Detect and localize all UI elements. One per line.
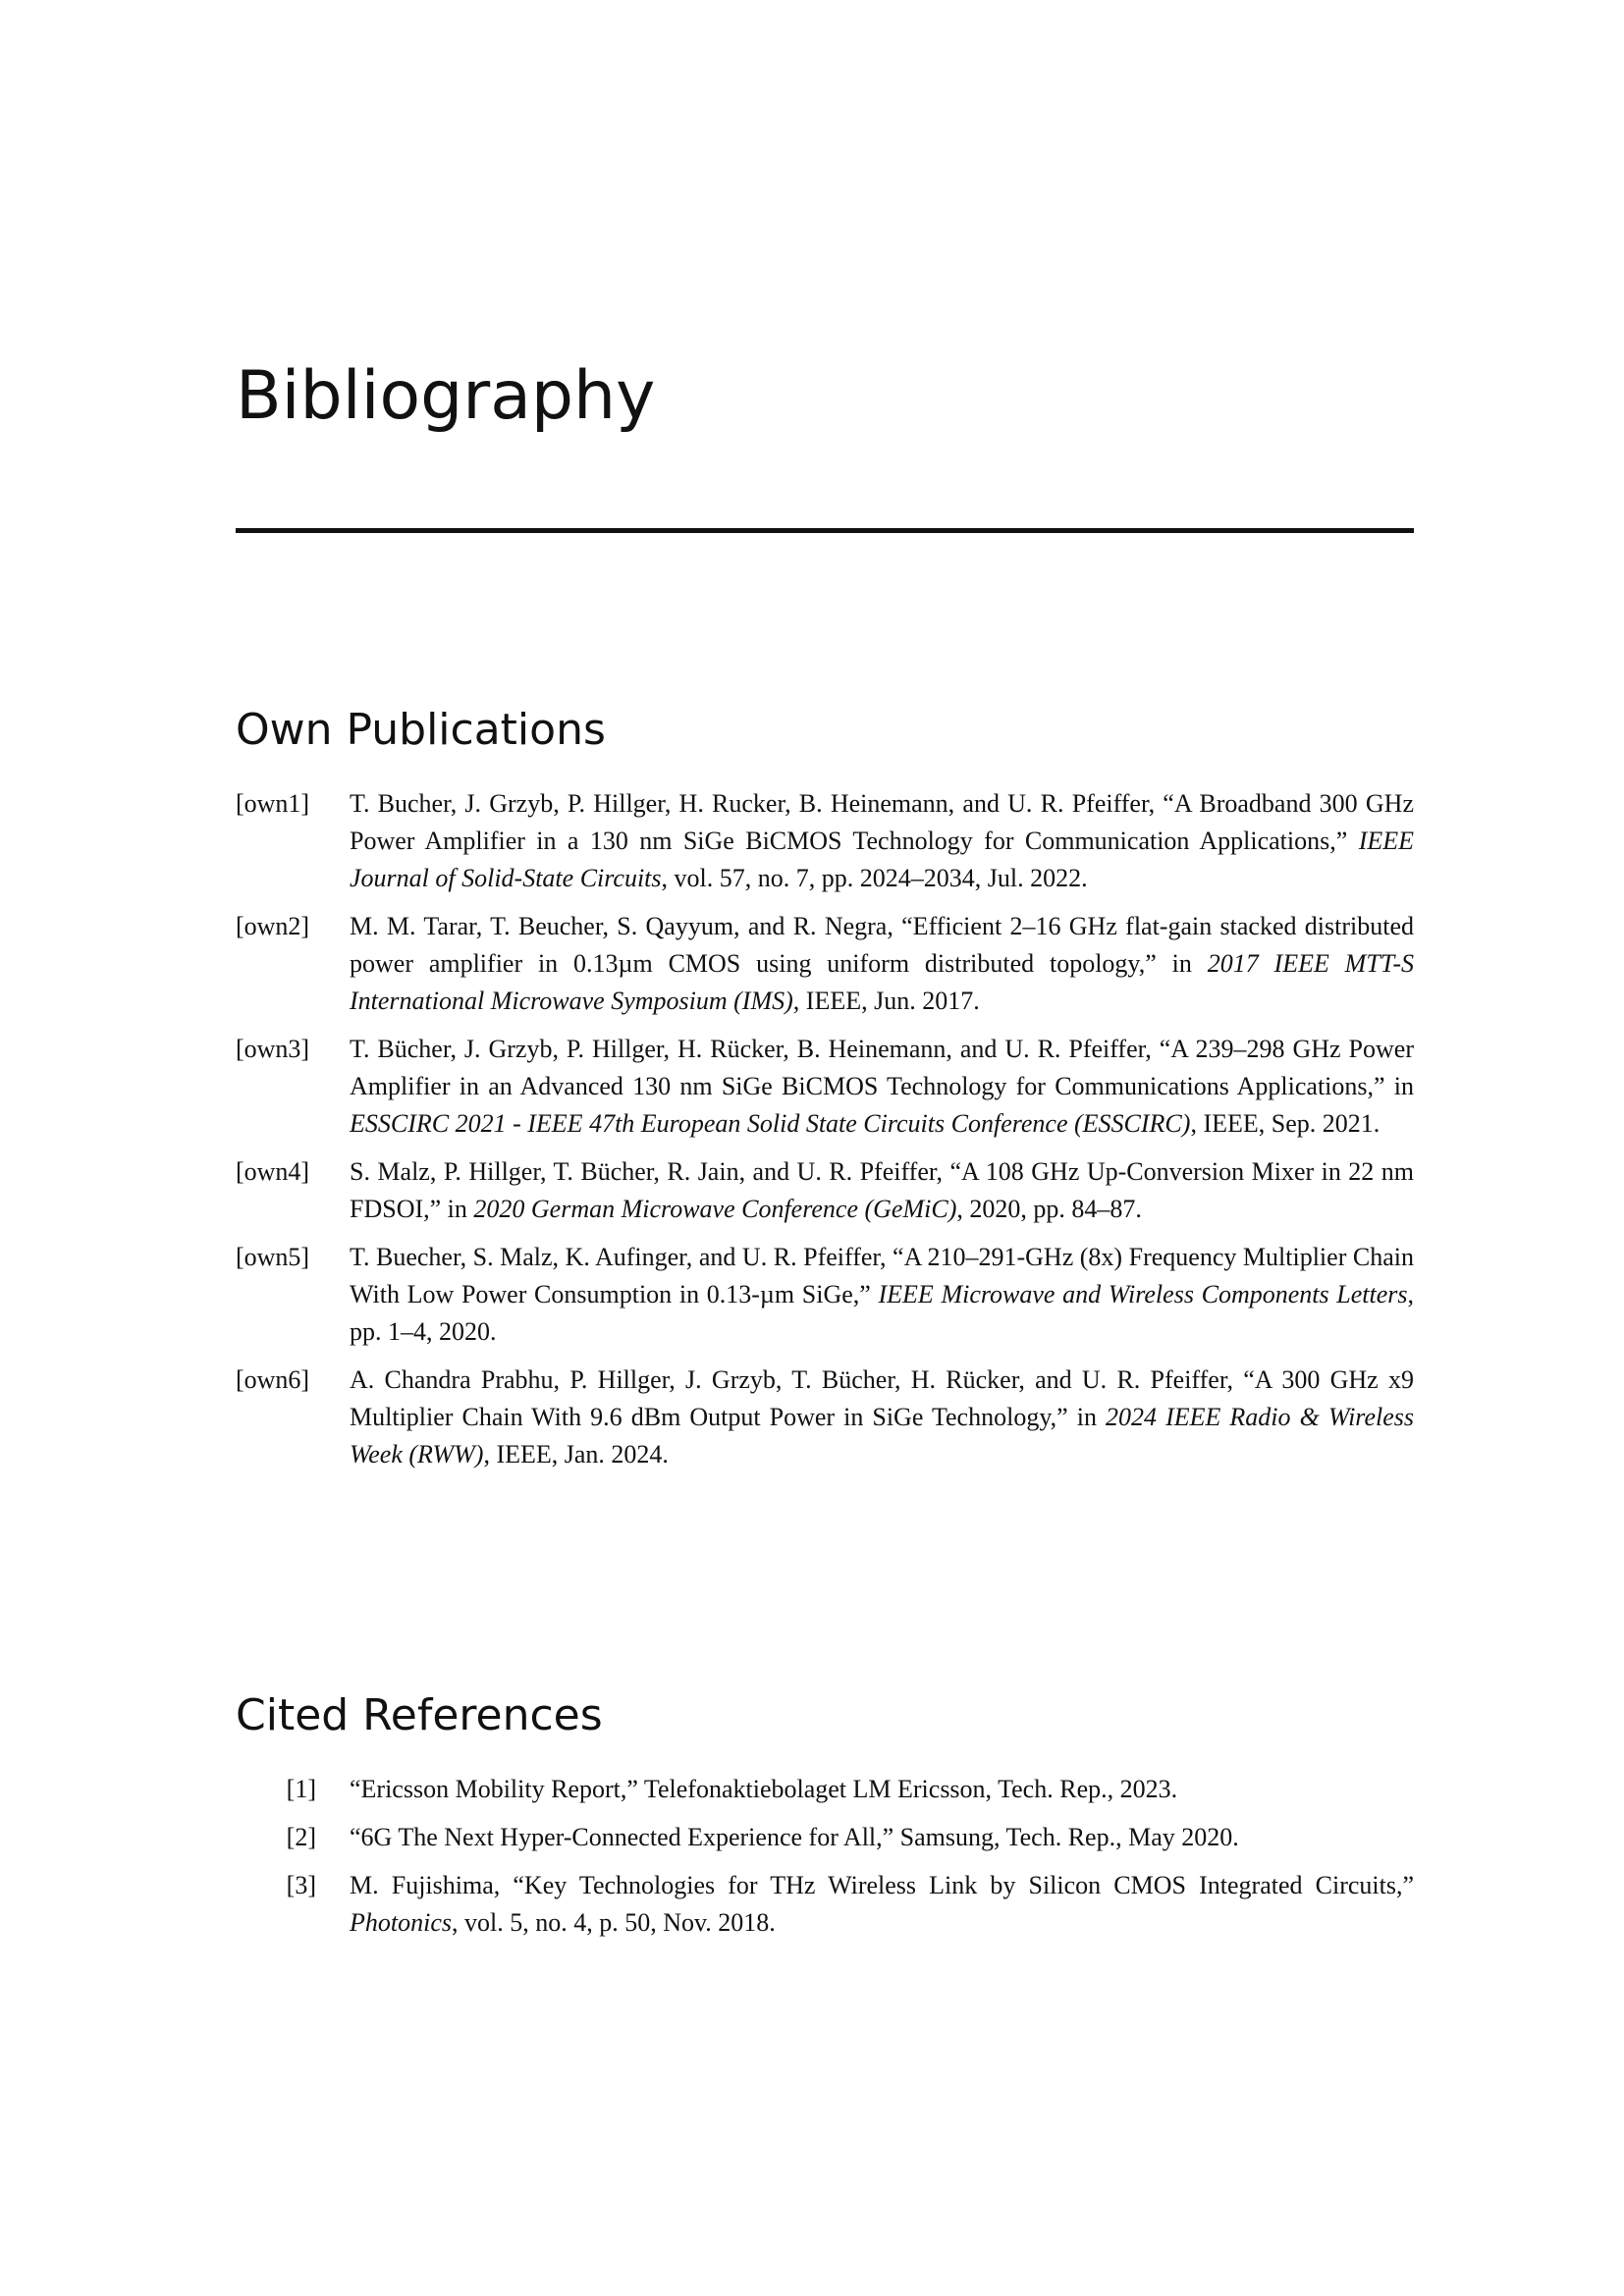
bib-label: [3] bbox=[286, 1871, 316, 1899]
chapter-title: Bibliography bbox=[236, 357, 656, 435]
bib-entry-own4 bbox=[236, 1153, 1414, 1228]
bib-entry-3 bbox=[236, 1867, 1414, 1942]
title-rule bbox=[236, 528, 1414, 533]
bib-text: “6G The Next Hyper-Connected Experience for All,” Samsung, Tech. Rep., May 2020. bbox=[350, 1823, 1239, 1851]
bib-text: T. Bucher, J. Grzyb, P. Hillger, H. Rucker, B. Heinemann, and U. R. Pfeiffer, “A Broadband 300 GHz Power Amplifier in a 130 nm SiGe BiCMOS Technology for Communication Applications,” bbox=[350, 789, 1414, 855]
bib-text-tail: , pp. 1–4, 2020. bbox=[350, 1280, 1414, 1346]
bib-entry-own3 bbox=[236, 1031, 1414, 1143]
bib-label: [own1] bbox=[236, 789, 310, 818]
section-title-own-publications: Own Publications bbox=[236, 705, 606, 755]
bib-entry-1 bbox=[236, 1771, 1414, 1808]
bib-text: M. M. Tarar, T. Beucher, S. Qayyum, and R. Negra, “Efficient 2–16 GHz flat-gain stacked distributed power amplifier in 0.13µm CMOS using uniform distributed topology,” in bbox=[350, 912, 1414, 978]
bib-label: [1] bbox=[286, 1775, 316, 1803]
bib-text-tail: , IEEE, Sep. 2021. bbox=[1190, 1109, 1380, 1138]
bib-text: T. Bücher, J. Grzyb, P. Hillger, H. Rücker, B. Heinemann, and U. R. Pfeiffer, “A 239–298 GHz Power Amplifier in an Advanced 130 nm SiGe BiCMOS Technology for Communications Applications,” in bbox=[350, 1035, 1414, 1100]
bib-label: [own5] bbox=[236, 1243, 310, 1271]
bib-venue: 2017 IEEE MTT-S International Microwave Symposium (IMS) bbox=[350, 949, 1414, 1015]
section-title-cited-references: Cited References bbox=[236, 1690, 603, 1740]
bib-venue: IEEE Microwave and Wireless Components Letters bbox=[878, 1280, 1408, 1308]
bib-label: [own2] bbox=[236, 912, 310, 940]
bib-text: S. Malz, P. Hillger, T. Bücher, R. Jain, and U. R. Pfeiffer, “A 108 GHz Up-Conversion Mixer in 22 nm FDSOI,” in bbox=[350, 1157, 1414, 1223]
bib-text-tail: , IEEE, Jun. 2017. bbox=[792, 987, 980, 1015]
bib-text: T. Buecher, S. Malz, K. Aufinger, and U. R. Pfeiffer, “A 210–291-GHz (8x) Frequency Multiplier Chain With Low Power Consumption in 0.13-µm SiGe,” bbox=[350, 1243, 1414, 1308]
bib-label: [own4] bbox=[236, 1157, 310, 1186]
bib-label: [own3] bbox=[236, 1035, 310, 1063]
bib-text-tail: , 2020, pp. 84–87. bbox=[956, 1195, 1142, 1223]
bib-text-tail: , vol. 57, no. 7, pp. 2024–2034, Jul. 2022. bbox=[661, 864, 1088, 892]
cited-references-list bbox=[236, 1771, 1414, 1952]
bib-entry-own5 bbox=[236, 1239, 1414, 1351]
bib-text-tail: , vol. 5, no. 4, p. 50, Nov. 2018. bbox=[452, 1908, 776, 1937]
bib-text: M. Fujishima, “Key Technologies for THz Wireless Link by Silicon CMOS Integrated Circuits,” bbox=[350, 1871, 1414, 1899]
bib-entry-own6 bbox=[236, 1362, 1414, 1473]
bib-venue: 2024 IEEE Radio & Wireless Week (RWW) bbox=[350, 1403, 1414, 1468]
bib-venue: IEEE Journal of Solid-State Circuits bbox=[350, 827, 1414, 892]
bib-text: “Ericsson Mobility Report,” Telefonaktiebolaget LM Ericsson, Tech. Rep., 2023. bbox=[350, 1775, 1178, 1803]
own-publications-list bbox=[236, 785, 1414, 1484]
bib-text-tail: , IEEE, Jan. 2024. bbox=[483, 1440, 669, 1468]
bib-venue: Photonics bbox=[350, 1908, 452, 1937]
bib-entry-own2 bbox=[236, 908, 1414, 1020]
bib-text: A. Chandra Prabhu, P. Hillger, J. Grzyb, T. Bücher, H. Rücker, and U. R. Pfeiffer, “A 300 GHz x9 Multiplier Chain With 9.6 dBm Output Power in SiGe Technology,” in bbox=[350, 1365, 1414, 1431]
bib-entry-2 bbox=[236, 1819, 1414, 1856]
bib-label: [own6] bbox=[236, 1365, 310, 1394]
bib-label: [2] bbox=[286, 1823, 316, 1851]
bib-venue: ESSCIRC 2021 - IEEE 47th European Solid State Circuits Conference (ESSCIRC) bbox=[350, 1109, 1191, 1138]
bib-venue: 2020 German Microwave Conference (GeMiC) bbox=[473, 1195, 957, 1223]
bib-entry-own1 bbox=[236, 785, 1414, 897]
